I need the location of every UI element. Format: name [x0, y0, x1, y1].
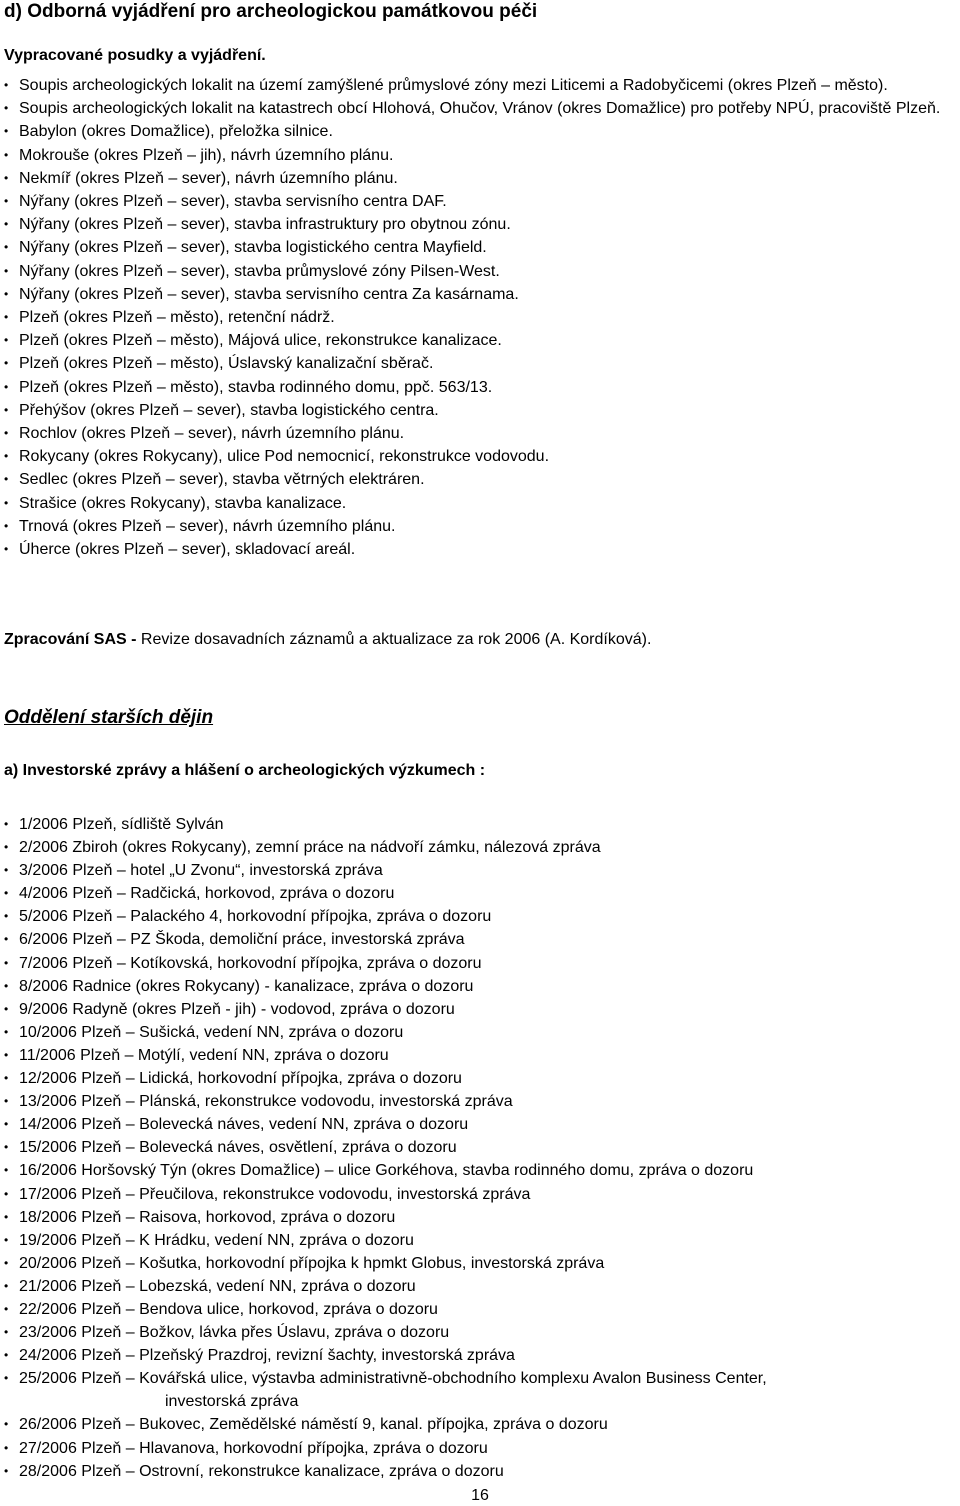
bullet-icon: •	[4, 1024, 9, 1039]
list-item	[0, 352, 960, 375]
report-item	[0, 1090, 940, 1113]
sas-paragraph	[4, 630, 651, 650]
list-item	[0, 329, 960, 352]
report-item-text: 18/2006 Plzeň – Raisova, horkovod, zpráva o dozoru	[19, 1208, 396, 1226]
bullet-icon: •	[4, 840, 9, 855]
page-number: 16	[471, 1487, 489, 1504]
list-item-text: Strašice (okres Rokycany), stavba kanalizace.	[19, 494, 347, 512]
bullet-icon: •	[4, 356, 9, 371]
bullet-icon: •	[4, 217, 9, 232]
list-item	[0, 376, 960, 399]
report-item	[0, 1021, 940, 1044]
bullet-icon: •	[4, 1001, 9, 1016]
list-item-text: Nýřany (okres Plzeň – sever), stavba logistického centra Mayfield.	[19, 239, 487, 257]
list-item	[0, 144, 960, 167]
bullet-icon: •	[4, 909, 9, 924]
list-item-text: Nýřany (okres Plzeň – sever), stavba infrastruktury pro obytnou zónu.	[19, 216, 511, 234]
list-item	[0, 538, 960, 561]
bullet-icon: •	[4, 1348, 9, 1363]
report-item	[0, 1344, 940, 1367]
list-item-text: Trnová (okres Plzeň – sever), návrh územního plánu.	[19, 517, 396, 535]
bullet-icon: •	[4, 978, 9, 993]
bullet-icon: •	[4, 1209, 9, 1224]
bullet-icon: •	[4, 147, 9, 162]
report-item	[0, 1367, 940, 1413]
bullet-icon: •	[4, 1117, 9, 1132]
bullet-icon: •	[4, 1255, 9, 1270]
sas-text: Revize dosavadních záznamů a aktualizace za rok 2006 (A. Kordíková).	[136, 631, 652, 648]
list-item	[0, 120, 960, 143]
report-item-text: 27/2006 Plzeň – Hlavanova, horkovodní přípojka, zpráva o dozoru	[19, 1439, 488, 1457]
bullet-icon: •	[4, 1094, 9, 1109]
section-subheading: Vypracované posudky a vyjádření.	[4, 47, 266, 64]
report-item-text: 2/2006 Zbiroh (okres Rokycany), zemní práce na nádvoří zámku, nálezová zpráva	[19, 839, 601, 857]
report-item-text: 15/2006 Plzeň – Bolevecká náves, osvětlení, zpráva o dozoru	[19, 1139, 457, 1157]
report-item	[0, 1183, 940, 1206]
reports-subheading: a) Investorské zprávy a hlášení o archeologických výzkumech :	[4, 762, 486, 779]
reports-list	[0, 813, 940, 1483]
list-item-text: Soupis archeologických lokalit na katastrech obcí Hlohová, Ohučov, Vránov (okres Domažlice) pro potřeby NPÚ, pracoviště Plzeň.	[19, 100, 941, 118]
report-item	[0, 1136, 940, 1159]
bullet-icon: •	[4, 518, 9, 533]
bullet-icon: •	[4, 1301, 9, 1316]
list-item	[0, 445, 960, 468]
list-item-text: Plzeň (okres Plzeň – město), stavba rodinného domu, ppč. 563/13.	[19, 378, 493, 396]
bullet-icon: •	[4, 78, 9, 92]
bullet-icon: •	[4, 932, 9, 947]
bullet-icon: •	[4, 472, 9, 487]
report-item-text: 14/2006 Plzeň – Bolevecká náves, vedení NN, zpráva o dozoru	[19, 1116, 469, 1134]
report-item-text: 6/2006 Plzeň – PZ Škoda, demoliční práce, investorská zpráva	[19, 931, 465, 949]
bullet-icon: •	[4, 263, 9, 278]
report-item	[0, 975, 940, 998]
bullet-icon: •	[4, 1232, 9, 1247]
list-item-text: Rochlov (okres Plzeň – sever), návrh územního plánu.	[19, 425, 405, 443]
report-item	[0, 1159, 940, 1182]
bullet-icon: •	[4, 542, 9, 557]
list-item-text: Plzeň (okres Plzeň – město), Májová ulice, rekonstrukce kanalizace.	[19, 332, 502, 350]
report-item-continuation: investorská zpráva	[165, 1393, 299, 1411]
bullet-icon: •	[4, 1440, 9, 1455]
report-item	[0, 1413, 940, 1436]
bullet-icon: •	[4, 495, 9, 510]
report-item	[0, 1067, 940, 1090]
list-item-text: Nekmíř (okres Plzeň – sever), návrh územního plánu.	[19, 169, 398, 187]
list-item	[0, 306, 960, 329]
list-item-text: Babylon (okres Domažlice), přeložka silnice.	[19, 123, 333, 141]
report-item-text: 28/2006 Plzeň – Ostrovní, rekonstrukce kanalizace, zpráva o dozoru	[19, 1462, 504, 1480]
report-item-text: 16/2006 Horšovský Týn (okres Domažlice) – ulice Gorkéhova, stavba rodinného domu, zpráva o dozoru	[19, 1162, 754, 1180]
bullet-icon: •	[4, 426, 9, 441]
report-item	[0, 859, 940, 882]
report-item-text: 4/2006 Plzeň – Radčická, horkovod, zpráva o dozoru	[19, 885, 395, 903]
report-item	[0, 1460, 940, 1483]
report-item-text: 25/2006 Plzeň – Kovářská ulice, výstavba administrativně-obchodního komplexu Avalon Business Center,	[19, 1370, 767, 1388]
list-item-text: Přehýšov (okres Plzeň – sever), stavba logistického centra.	[19, 401, 439, 419]
list-item-text: Nýřany (okres Plzeň – sever), stavba servisního centra DAF.	[19, 193, 447, 211]
list-item-text: Sedlec (okres Plzeň – sever), stavba větrných elektráren.	[19, 471, 425, 489]
bullet-icon: •	[4, 1278, 9, 1293]
bullet-icon: •	[4, 194, 9, 209]
report-item	[0, 813, 940, 836]
list-item	[0, 97, 960, 120]
list-item	[0, 74, 960, 97]
department-title: Oddělení starších dějin	[4, 707, 214, 728]
bullet-icon: •	[4, 402, 9, 417]
list-item	[0, 468, 960, 491]
report-item-text: 17/2006 Plzeň – Přeučilova, rekonstrukce vodovodu, investorská zpráva	[19, 1185, 531, 1203]
bullet-icon: •	[4, 1417, 9, 1432]
list-item-text: Nýřany (okres Plzeň – sever), stavba servisního centra Za kasárnama.	[19, 285, 519, 303]
report-item-text: 11/2006 Plzeň – Motýlí, vedení NN, zpráva o dozoru	[19, 1046, 389, 1064]
list-item	[0, 236, 960, 259]
report-item	[0, 1206, 940, 1229]
bullet-icon: •	[4, 333, 9, 348]
report-item	[0, 1437, 940, 1460]
list-item-text: Úherce (okres Plzeň – sever), skladovací areál.	[19, 541, 356, 559]
list-item	[0, 213, 960, 236]
report-item	[0, 1113, 940, 1136]
report-item	[0, 1044, 940, 1067]
bullet-icon: •	[4, 817, 9, 831]
bullet-icon: •	[4, 886, 9, 901]
section-heading: d) Odborná vyjádření pro archeologickou památkovou péči	[4, 1, 538, 22]
bullet-icon: •	[4, 1371, 9, 1386]
sas-label: Zpracování SAS -	[4, 631, 137, 648]
bullet-icon: •	[4, 286, 9, 301]
list-item	[0, 190, 960, 213]
report-item-text: 19/2006 Plzeň – K Hrádku, vedení NN, zpráva o dozoru	[19, 1231, 414, 1249]
bullet-icon: •	[4, 310, 9, 325]
list-item	[0, 492, 960, 515]
report-item	[0, 882, 940, 905]
bullet-icon: •	[4, 863, 9, 878]
bullet-icon: •	[4, 1140, 9, 1155]
list-item-text: Plzeň (okres Plzeň – město), retenční nádrž.	[19, 309, 335, 327]
bullet-icon: •	[4, 1047, 9, 1062]
bullet-icon: •	[4, 101, 9, 116]
report-item-text: 23/2006 Plzeň – Božkov, lávka přes Úslavu, zpráva o dozoru	[19, 1324, 450, 1342]
bullet-icon: •	[4, 170, 9, 185]
report-item	[0, 905, 940, 928]
bullet-icon: •	[4, 124, 9, 139]
report-item	[0, 928, 940, 951]
report-item-text: 24/2006 Plzeň – Plzeňský Prazdroj, revizní šachty, investorská zpráva	[19, 1347, 515, 1365]
report-item-text: 1/2006 Plzeň, sídliště Sylván	[19, 816, 224, 833]
bullet-icon: •	[4, 1463, 9, 1478]
report-item	[0, 1321, 940, 1344]
bullet-icon: •	[4, 1071, 9, 1086]
report-item-text: 21/2006 Plzeň – Lobezská, vedení NN, zpráva o dozoru	[19, 1277, 416, 1295]
report-item-text: 7/2006 Plzeň – Kotíkovská, horkovodní přípojka, zpráva o dozoru	[19, 954, 482, 972]
list-item	[0, 260, 960, 283]
report-item-text: 3/2006 Plzeň – hotel „U Zvonu“, investorská zpráva	[19, 862, 383, 880]
report-item	[0, 836, 940, 859]
report-item-text: 8/2006 Radnice (okres Rokycany) - kanalizace, zpráva o dozoru	[19, 977, 474, 995]
report-item	[0, 998, 940, 1021]
list-item	[0, 515, 960, 538]
report-item-text: 10/2006 Plzeň – Sušická, vedení NN, zpráva o dozoru	[19, 1023, 404, 1041]
report-item-text: 22/2006 Plzeň – Bendova ulice, horkovod, zpráva o dozoru	[19, 1300, 438, 1318]
bullet-icon: •	[4, 240, 9, 255]
report-item-text: 5/2006 Plzeň – Palackého 4, horkovodní přípojka, zpráva o dozoru	[19, 908, 492, 926]
report-item	[0, 952, 940, 975]
report-item-text: 20/2006 Plzeň – Košutka, horkovodní přípojka k hpmkt Globus, investorská zpráva	[19, 1254, 605, 1272]
report-item-text: 13/2006 Plzeň – Plánská, rekonstrukce vodovodu, investorská zpráva	[19, 1093, 513, 1111]
list-item	[0, 422, 960, 445]
report-item	[0, 1298, 940, 1321]
report-item	[0, 1275, 940, 1298]
report-item	[0, 1229, 940, 1252]
list-item-text: Plzeň (okres Plzeň – město), Úslavský kanalizační sběrač.	[19, 355, 434, 373]
bullet-icon: •	[4, 1163, 9, 1178]
bullet-icon: •	[4, 449, 9, 464]
report-item-text: 9/2006 Radyně (okres Plzeň - jih) - vodovod, zpráva o dozoru	[19, 1000, 455, 1018]
list-item-text: Mokrouše (okres Plzeň – jih), návrh územního plánu.	[19, 146, 394, 164]
bullet-icon: •	[4, 379, 9, 394]
bullet-icon: •	[4, 1186, 9, 1201]
list-item-text: Rokycany (okres Rokycany), ulice Pod nemocnicí, rekonstrukce vodovodu.	[19, 448, 550, 466]
opinions-list	[0, 74, 960, 561]
bullet-icon: •	[4, 1325, 9, 1340]
list-item	[0, 399, 960, 422]
report-item-text: 12/2006 Plzeň – Lidická, horkovodní přípojka, zpráva o dozoru	[19, 1070, 462, 1088]
report-item-text: 26/2006 Plzeň – Bukovec, Zemědělské náměstí 9, kanal. přípojka, zpráva o dozoru	[19, 1416, 608, 1434]
list-item	[0, 283, 960, 306]
bullet-icon: •	[4, 955, 9, 970]
list-item-text: Nýřany (okres Plzeň – sever), stavba průmyslové zóny Pilsen-West.	[19, 262, 500, 280]
report-item	[0, 1252, 940, 1275]
list-item-text: Soupis archeologických lokalit na území zamýšlené průmyslové zóny mezi Liticemi a Radobyčicemi (okres Plzeň – město).	[19, 77, 888, 94]
list-item	[0, 167, 960, 190]
